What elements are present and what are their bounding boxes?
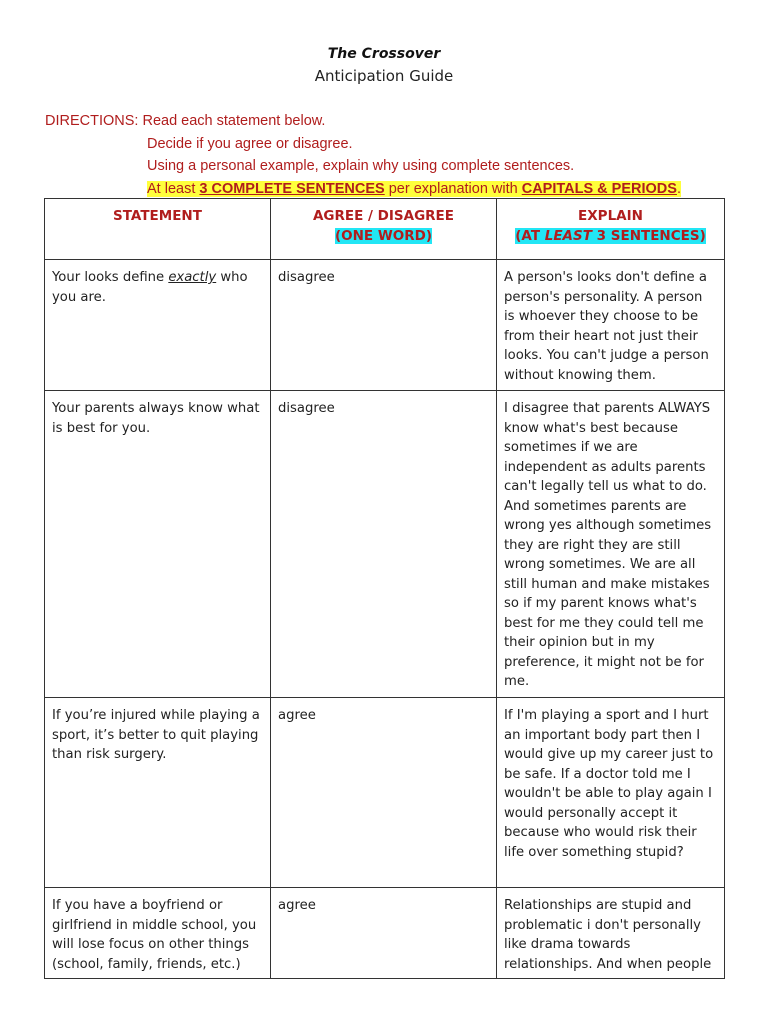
header-agree-line-1: AGREE / DISAGREE [312, 208, 455, 224]
statement-cell: Your parents always know what is best for you. [45, 391, 271, 698]
sentences-requirement: 3 COMPLETE SENTENCES [199, 180, 385, 197]
header-explain-line-2 [515, 228, 706, 244]
header-row [45, 199, 725, 260]
directions-label: DIRECTIONS: [45, 113, 139, 129]
explanation-cell: Relationships are stupid and problematic i don't personally like drama towards relationships. And when people [497, 888, 725, 979]
answer-cell: disagree [271, 391, 497, 698]
statement-text-post: who you are. [52, 270, 248, 305]
answer-cell: agree [271, 888, 497, 979]
directions-line-1 [45, 110, 745, 133]
directions-line-4-prefix: At least [147, 180, 200, 197]
table-row [45, 888, 725, 979]
answer-cell: agree [271, 698, 497, 888]
statement-text-pre: Your looks define [52, 270, 169, 285]
directions-text-1: Read each statement below. [142, 113, 326, 129]
header-explain-part-a: (AT [515, 228, 545, 244]
explanation-cell: I disagree that parents ALWAYS know what's best because sometimes if we are independent as adults parents can't legally tell us what to do. And sometimes parents are wrong yes although sometimes they are right they are still wrong sometimes. We are all still human and make mistakes so if my parent knows what's best for me they could tell me their opinion but in my preference, it might not be for me. [497, 391, 725, 698]
statement-cell: If you have a boyfriend or girlfriend in middle school, you will lose focus on other things (school, family, friends, etc.) [45, 888, 271, 979]
document-title: The Crossover [327, 46, 441, 62]
table-row [45, 698, 725, 888]
statement-emphasis: exactly [168, 270, 217, 285]
explanation-cell: If I'm playing a sport and I hurt an important body part then I would give up my career just to be safe. If a doctor told me I wouldn't be able to play again I would personally accept it because who would risk their life over something stupid? [497, 698, 725, 888]
directions-line-4-suffix: . [676, 180, 681, 197]
statement-cell [45, 260, 271, 391]
directions-block [45, 110, 745, 200]
directions-line-3: Using a personal example, explain why using complete sentences. [147, 158, 575, 174]
header-explain-line-1: EXPLAIN [578, 208, 643, 224]
header-explain-part-b: LEAST [544, 228, 592, 244]
table-row [45, 391, 725, 698]
table-row [45, 260, 725, 391]
anticipation-table [44, 198, 725, 979]
capitals-requirement: CAPITALS & PERIODS [521, 180, 677, 197]
document-subtitle: Anticipation Guide [314, 67, 454, 85]
statement-cell: If you’re injured while playing a sport, it’s better to quit playing than risk surgery. [45, 698, 271, 888]
answer-cell: disagree [271, 260, 497, 391]
header-explain-part-c: 3 SENTENCES) [591, 228, 706, 244]
header-agree-line-2: (ONE WORD) [334, 228, 432, 244]
directions-line-4-highlight [147, 181, 681, 197]
explanation-cell: A person's looks don't define a person's personality. A person is whoever they choose to be from their heart not just their looks. You can't judge a person without knowing them. [497, 260, 725, 391]
header-explain [497, 199, 725, 260]
header-statement: STATEMENT [45, 199, 271, 260]
directions-line-4-mid: per explanation with [384, 180, 522, 197]
directions-line-2: Decide if you agree or disagree. [147, 135, 353, 152]
directions-line-4 [45, 178, 745, 201]
header-agree-disagree [271, 199, 497, 260]
